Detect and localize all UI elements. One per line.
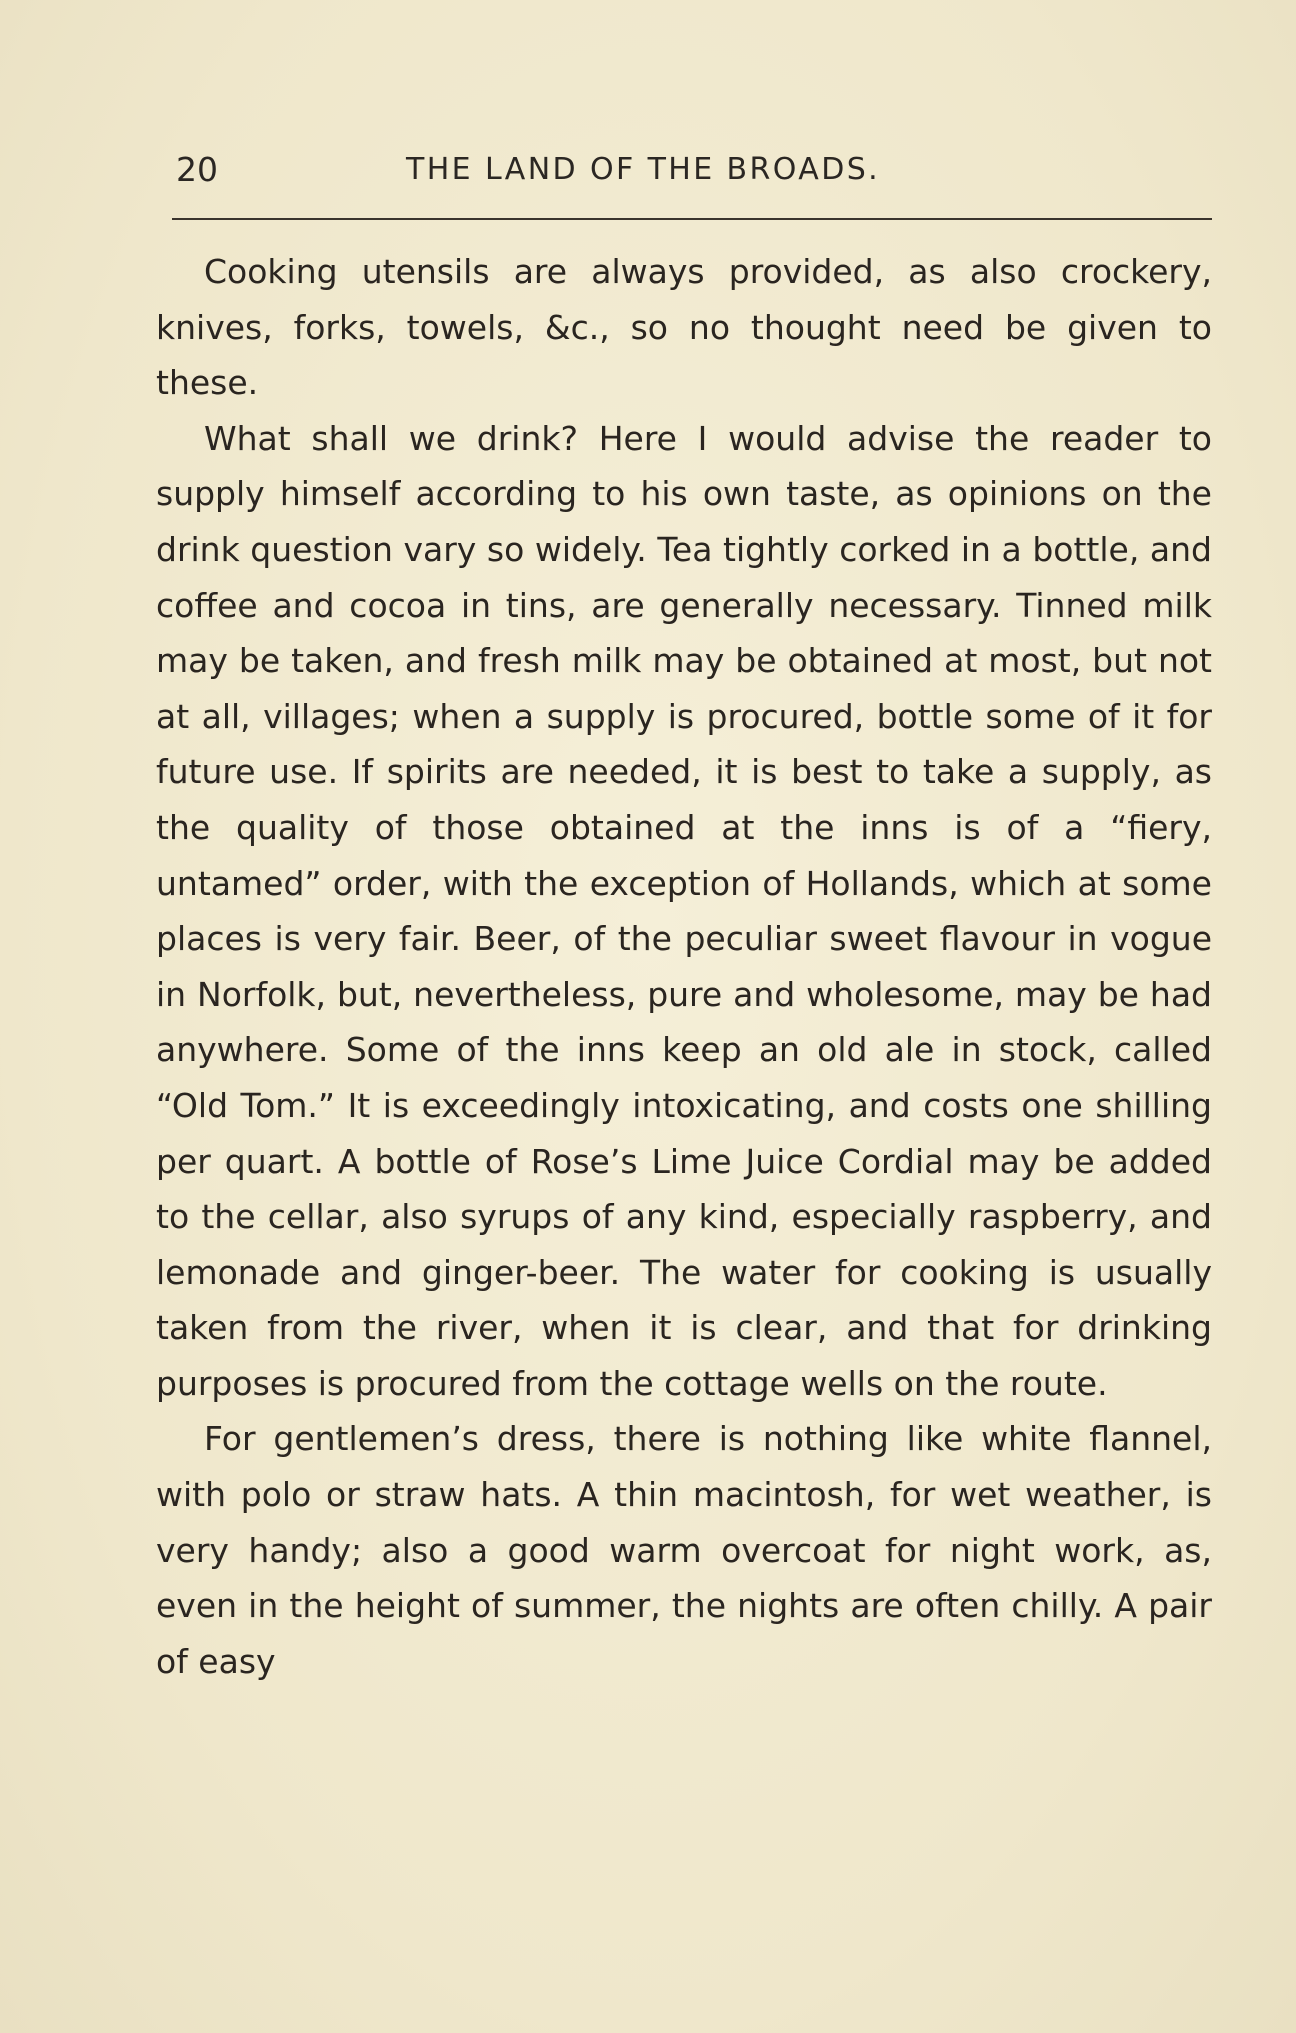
paragraph-utensils: Cooking utensils are always provided, as also crockery, knives, forks, towels, &c., so no thought need be given to these.: [156, 252, 1212, 403]
body-text: [156, 244, 1212, 1689]
paragraph-drink: What shall we drink? Here I would advise the reader to supply himself according to his own taste, as opinions on the drink question vary so widely. Tea tightly corked in a bottle, and coffee and cocoa in tins, are generally necessary. Tinned milk may be taken, and fresh milk may be obtained at most, but not at all, villages; when a supply is procured, bottle some of it for future use. If spirits are needed, it is best to take a supply, as the quality of those obtained at the inns is of a “fiery, untamed” order, with the exception of Hollands, which at some places is very fair. Beer, of the peculiar sweet flavour in vogue in Norfolk, but, nevertheless, pure and wholesome, may be had anywhere. Some of the inns keep an old ale in stock, called “Old Tom.” It is exceedingly intoxicating, and costs one shilling per quart. A bottle of Rose’s Lime Juice Cordial may be added to the cellar, also syrups of any kind, especially raspberry, and lemonade and ginger-beer. The water for cooking is usually taken from the river, when it is clear, and that for drinking purposes is procured from the cottage wells on the route.: [156, 418, 1212, 1403]
running-head: THE LAND OF THE BROADS.: [406, 152, 881, 187]
page-header: [176, 150, 1216, 200]
header-rule: [172, 218, 1212, 220]
paragraph-dress: For gentlemen’s dress, there is nothing like white flannel, with polo or straw hats. A thin macintosh, for wet weather, is very handy; also a good warm overcoat for night work, as, even in the height of summer, the nights are often chilly. A pair of easy: [156, 1419, 1212, 1681]
page-number: 20: [176, 150, 218, 189]
